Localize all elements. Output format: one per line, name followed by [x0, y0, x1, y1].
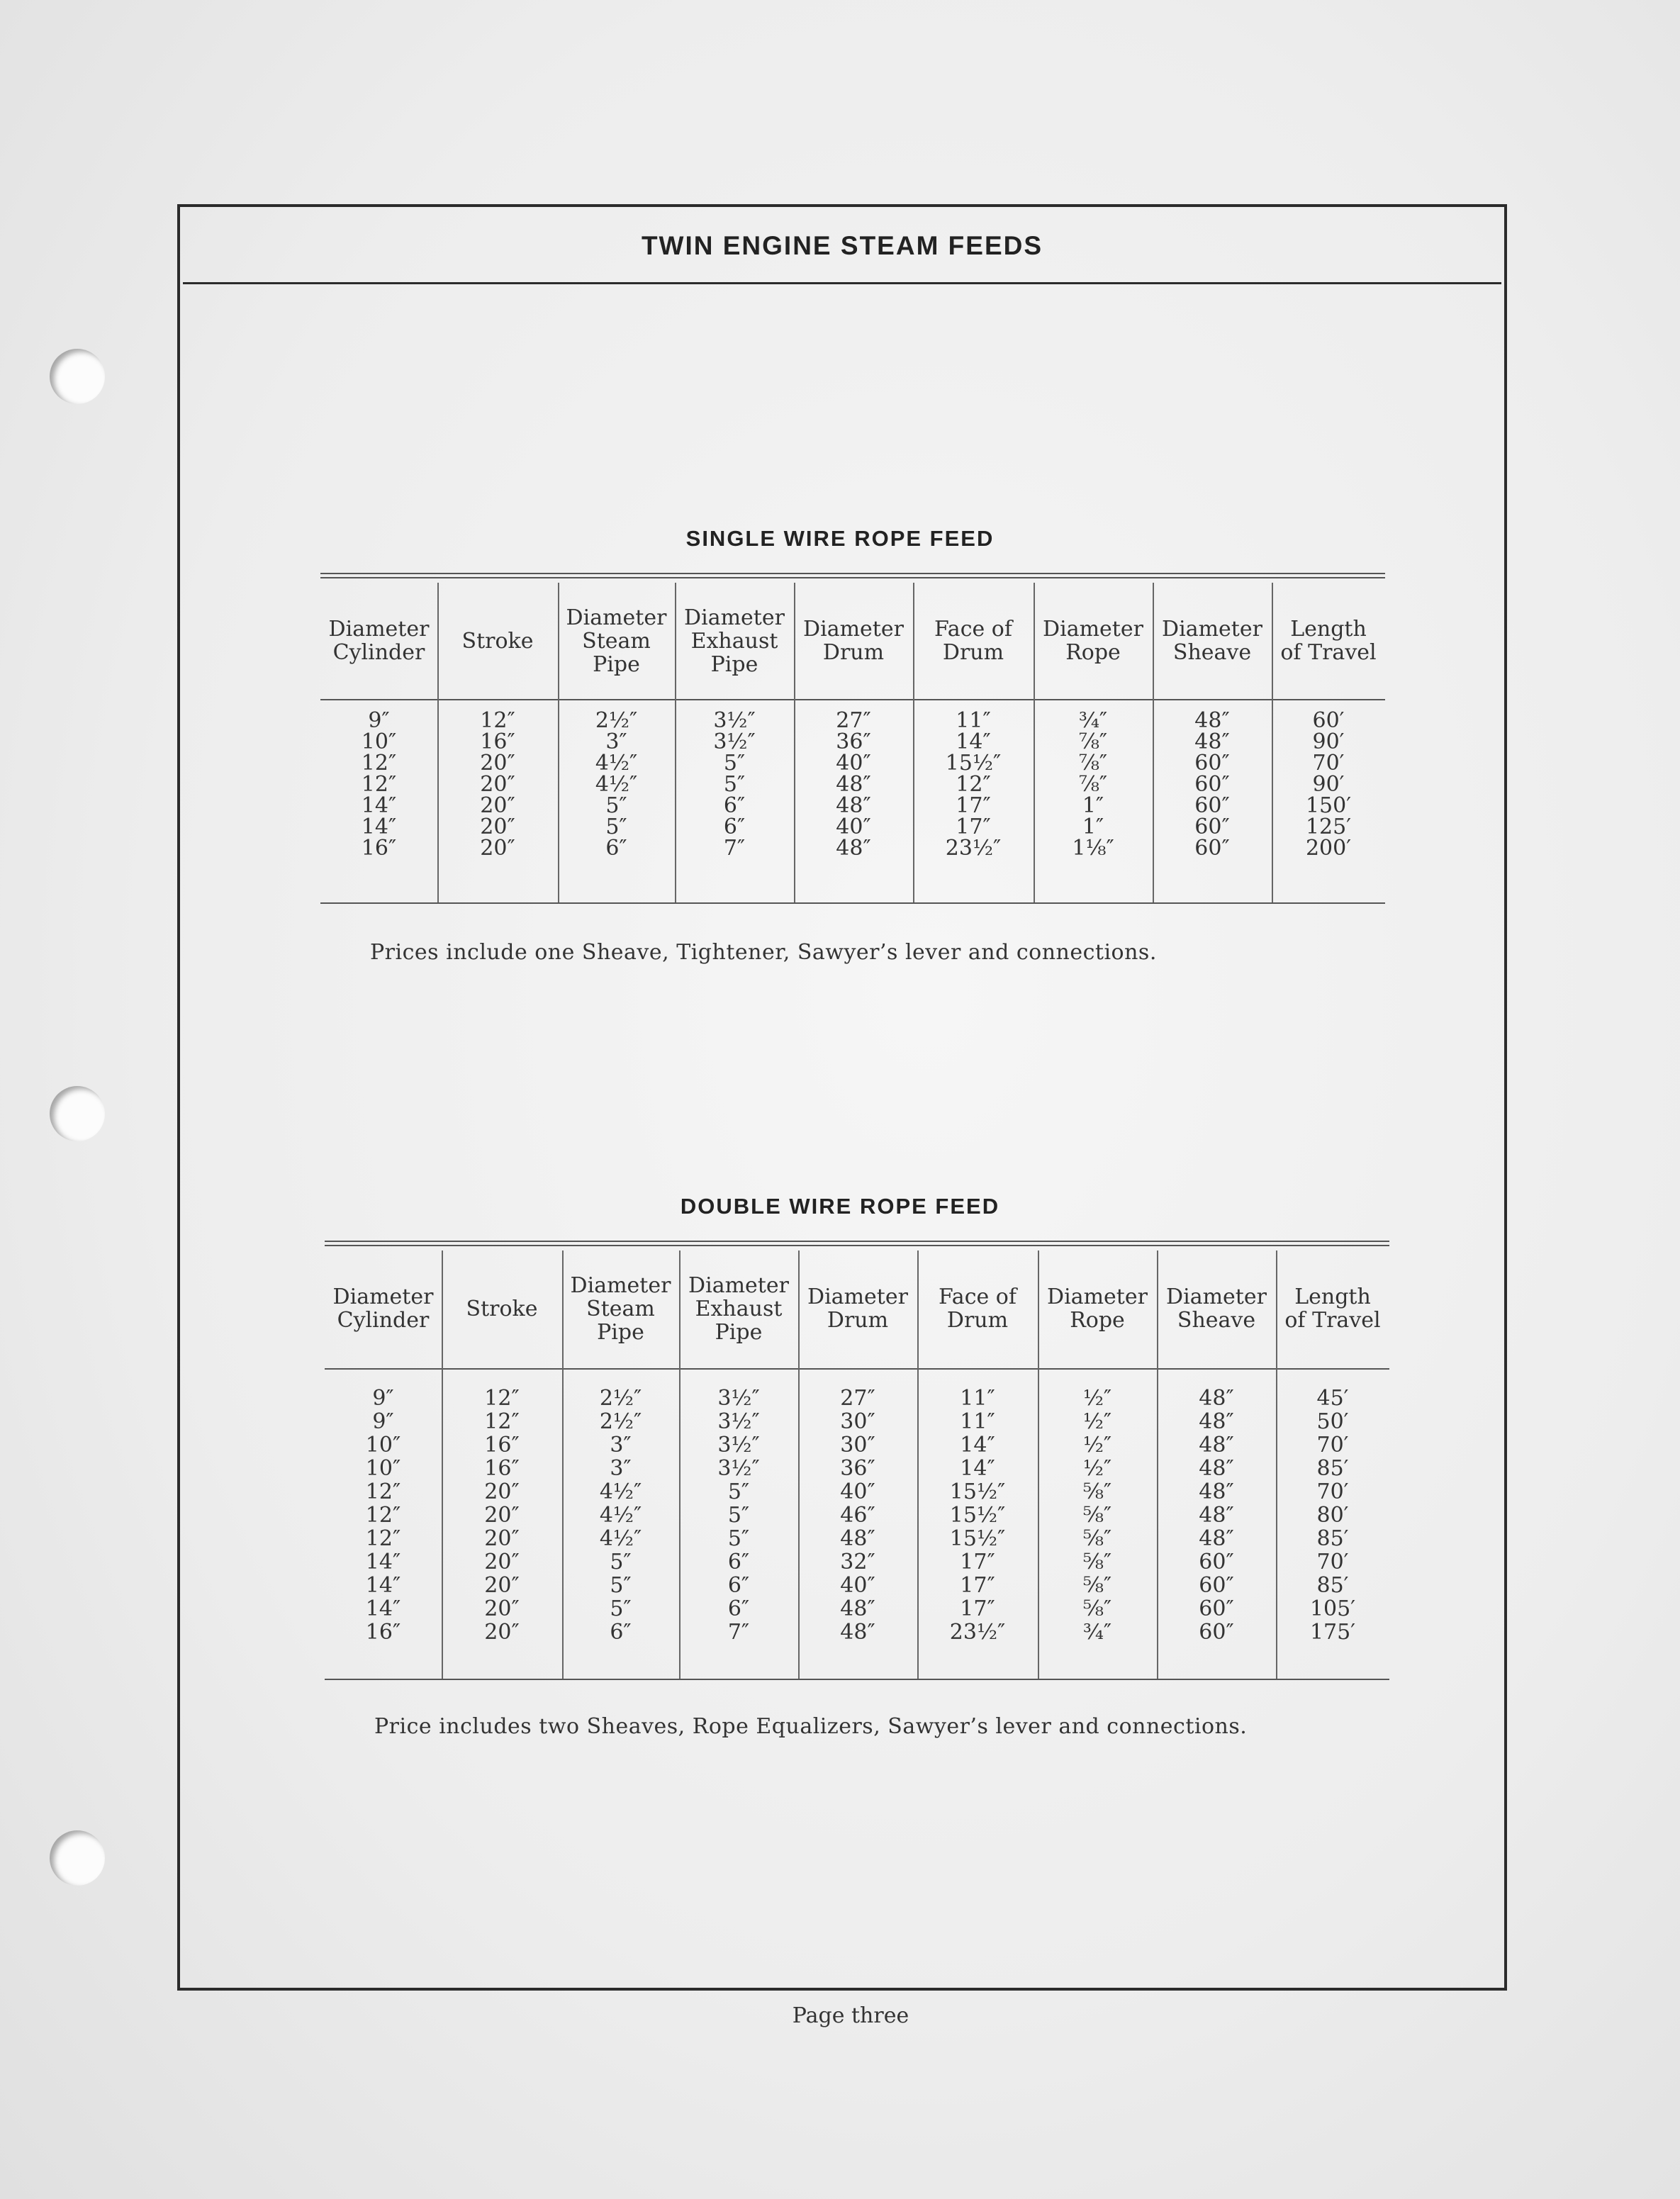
- double-cell: 36″: [840, 1456, 875, 1481]
- single-cell: 20″: [480, 836, 515, 861]
- double-header-cylinder: Diameter Cylinder: [332, 1285, 434, 1333]
- single-header-exhaust-pipe: Diameter Exhaust Pipe: [684, 605, 785, 677]
- double-cell: 40″: [840, 1479, 875, 1504]
- double-column-exhaust-pipe: [679, 1387, 798, 1644]
- double-cell: 5″: [727, 1526, 750, 1551]
- single-cell: 14″: [361, 793, 397, 818]
- double-cell: 16″: [484, 1433, 520, 1457]
- single-cell: 1″: [1082, 815, 1104, 839]
- double-cell: ⅝″: [1082, 1503, 1112, 1528]
- double-cell: 10″: [365, 1456, 401, 1481]
- page-title: TWIN ENGINE STEAM FEEDS: [641, 231, 1043, 260]
- single-column-drum: [794, 710, 913, 859]
- double-cell: 11″: [960, 1386, 995, 1411]
- single-cell: 60″: [1194, 836, 1230, 861]
- single-cell: 12″: [361, 772, 397, 797]
- single-cell: 9″: [368, 708, 390, 733]
- single-table-note: Prices include one Sheave, Tightener, Sawyer’s lever and connections.: [370, 940, 1157, 965]
- double-cell: 20″: [484, 1620, 520, 1645]
- double-cell: 20″: [484, 1573, 520, 1598]
- single-header-travel: Length of Travel: [1280, 617, 1377, 665]
- single-cell: 5″: [605, 815, 627, 839]
- double-cell: 4½″: [599, 1479, 642, 1504]
- double-cell: 30″: [840, 1433, 875, 1457]
- single-cell: ⅞″: [1078, 772, 1108, 797]
- double-cell: 9″: [372, 1386, 394, 1411]
- double-cell: 12″: [365, 1503, 401, 1528]
- double-cell: 32″: [840, 1550, 875, 1574]
- double-cell: 6″: [610, 1620, 632, 1645]
- single-cell: 3″: [605, 729, 627, 754]
- double-cell: 16″: [365, 1620, 401, 1645]
- double-cell: 23½″: [949, 1620, 1006, 1645]
- single-header-stroke: Stroke: [461, 628, 534, 654]
- double-cell: 5″: [610, 1573, 632, 1598]
- single-bottom-rule: [320, 902, 1385, 904]
- double-cell: 70′: [1316, 1433, 1349, 1457]
- double-cell: 48″: [1199, 1433, 1234, 1457]
- double-header-travel: Length of Travel: [1284, 1285, 1381, 1333]
- single-cell: 11″: [956, 708, 991, 733]
- single-cell: 125′: [1305, 815, 1352, 839]
- single-cell: 5″: [723, 772, 746, 797]
- double-cell: 48″: [1199, 1526, 1234, 1551]
- double-cell: 20″: [484, 1479, 520, 1504]
- double-cell: 27″: [840, 1386, 875, 1411]
- single-cell: 36″: [836, 729, 871, 754]
- single-cell: 5″: [605, 793, 627, 818]
- double-cell: ⅝″: [1082, 1573, 1112, 1598]
- single-cell: 48″: [836, 793, 871, 818]
- double-cell: 14″: [365, 1550, 401, 1574]
- double-cell: 30″: [840, 1409, 875, 1434]
- single-header-drum: Diameter Drum: [803, 617, 904, 665]
- double-cell: ⅝″: [1082, 1526, 1112, 1551]
- double-cell: 5″: [610, 1596, 632, 1621]
- double-header-exhaust-pipe: Diameter Exhaust Pipe: [688, 1272, 789, 1345]
- double-top-rule-1: [325, 1241, 1389, 1242]
- single-column-cylinder: [320, 710, 437, 859]
- double-cell: 48″: [1199, 1456, 1234, 1481]
- single-cell: 16″: [480, 729, 515, 754]
- single-header-rule: [320, 699, 1385, 700]
- double-cell: 20″: [484, 1550, 520, 1574]
- single-cell: 48″: [1194, 729, 1230, 754]
- single-cell: 5″: [723, 751, 746, 776]
- double-cell: 40″: [840, 1573, 875, 1598]
- single-cell: 20″: [480, 793, 515, 818]
- single-cell: 1″: [1082, 793, 1104, 818]
- double-cell: 70′: [1316, 1550, 1349, 1574]
- single-cell: 3½″: [713, 708, 756, 733]
- single-cell: 60″: [1194, 793, 1230, 818]
- double-cell: 14″: [365, 1573, 401, 1598]
- double-cell: 105′: [1309, 1596, 1356, 1621]
- binder-hole-middle: [50, 1086, 105, 1141]
- double-cell: ½″: [1082, 1433, 1112, 1457]
- double-cell: 48″: [840, 1620, 875, 1645]
- single-cell: ⅞″: [1078, 751, 1108, 776]
- page-number: Page three: [792, 2003, 909, 2028]
- single-column-travel: [1272, 710, 1385, 859]
- double-header-steam-pipe: Diameter Steam Pipe: [570, 1272, 671, 1345]
- double-header-rule: [325, 1368, 1389, 1370]
- title-divider: [183, 282, 1501, 284]
- single-cell: 48″: [836, 772, 871, 797]
- double-cell: 14″: [960, 1456, 995, 1481]
- double-header-rope: Diameter Rope: [1047, 1285, 1148, 1333]
- single-column-stroke: [437, 710, 558, 859]
- double-cell: 14″: [960, 1433, 995, 1457]
- double-cell: 85′: [1316, 1573, 1349, 1598]
- double-cell: 175′: [1309, 1620, 1356, 1645]
- double-wire-rope-table: [325, 1241, 1379, 1687]
- binder-hole-top: [50, 349, 105, 404]
- single-cell: 10″: [361, 729, 397, 754]
- double-header-drum: Diameter Drum: [807, 1285, 908, 1333]
- single-cell: 27″: [836, 708, 871, 733]
- double-cell: 9″: [372, 1409, 394, 1434]
- binder-hole-bottom: [50, 1830, 105, 1886]
- double-cell: 11″: [960, 1409, 995, 1434]
- double-cell: 48″: [1199, 1386, 1234, 1411]
- double-cell: 2½″: [599, 1409, 642, 1434]
- single-cell: 40″: [836, 751, 871, 776]
- double-cell: 5″: [727, 1503, 750, 1528]
- single-cell: 6″: [605, 836, 627, 861]
- single-cell: 12″: [480, 708, 515, 733]
- single-cell: 6″: [723, 815, 746, 839]
- double-column-sheave: [1157, 1387, 1276, 1644]
- single-cell: ¾″: [1078, 708, 1108, 733]
- double-cell: 12″: [365, 1526, 401, 1551]
- double-cell: 5″: [610, 1550, 632, 1574]
- single-cell: 20″: [480, 815, 515, 839]
- single-cell: 14″: [956, 729, 991, 754]
- double-header-face-of-drum: Face of Drum: [939, 1285, 1017, 1333]
- double-table-note: Price includes two Sheaves, Rope Equalizers, Sawyer’s lever and connections.: [374, 1714, 1248, 1739]
- single-cell: 4½″: [595, 751, 638, 776]
- double-cell: 46″: [840, 1503, 875, 1528]
- single-cell: ⅞″: [1078, 729, 1108, 754]
- double-bottom-rule: [325, 1679, 1389, 1680]
- double-header-stroke: Stroke: [466, 1296, 538, 1321]
- single-cell: 17″: [956, 815, 991, 839]
- double-cell: 15½″: [949, 1526, 1006, 1551]
- double-cell: ⅝″: [1082, 1596, 1112, 1621]
- double-cell: 12″: [484, 1409, 520, 1434]
- double-column-travel: [1276, 1387, 1389, 1644]
- double-cell: 3″: [610, 1433, 632, 1457]
- single-header-steam-pipe: Diameter Steam Pipe: [566, 605, 667, 677]
- double-cell: 17″: [960, 1573, 995, 1598]
- double-cell: 60″: [1199, 1620, 1234, 1645]
- double-cell: 3½″: [717, 1386, 760, 1411]
- single-cell: 3½″: [713, 729, 756, 754]
- double-cell: 20″: [484, 1596, 520, 1621]
- single-cell: 6″: [723, 793, 746, 818]
- double-column-drum: [798, 1387, 917, 1644]
- single-cell: 20″: [480, 751, 515, 776]
- single-cell: 1⅛″: [1072, 836, 1114, 861]
- single-top-rule-2: [320, 577, 1385, 578]
- single-cell: 16″: [361, 836, 397, 861]
- single-cell: 23½″: [945, 836, 1002, 861]
- double-cell: 20″: [484, 1526, 520, 1551]
- single-cell: 60″: [1194, 751, 1230, 776]
- single-cell: 7″: [723, 836, 746, 861]
- double-header-sheave: Diameter Sheave: [1166, 1285, 1267, 1333]
- double-cell: 16″: [484, 1456, 520, 1481]
- double-cell: 3½″: [717, 1456, 760, 1481]
- double-column-cylinder: [325, 1387, 442, 1644]
- single-cell: 12″: [956, 772, 991, 797]
- single-cell: 90′: [1312, 729, 1345, 754]
- single-column-face-of-drum: [913, 710, 1034, 859]
- double-column-stroke: [442, 1387, 562, 1644]
- double-cell: 45′: [1316, 1386, 1349, 1411]
- single-column-sheave: [1153, 710, 1272, 859]
- double-cell: 15½″: [949, 1503, 1006, 1528]
- double-cell: 6″: [727, 1550, 750, 1574]
- double-cell: 2½″: [599, 1386, 642, 1411]
- double-cell: 14″: [365, 1596, 401, 1621]
- double-top-rule-2: [325, 1245, 1389, 1246]
- double-cell: 4½″: [599, 1503, 642, 1528]
- double-cell: 48″: [840, 1526, 875, 1551]
- double-cell: 48″: [1199, 1503, 1234, 1528]
- double-cell: ½″: [1082, 1386, 1112, 1411]
- double-cell: 20″: [484, 1503, 520, 1528]
- double-cell: 6″: [727, 1596, 750, 1621]
- single-cell: 60″: [1194, 772, 1230, 797]
- double-cell: 85′: [1316, 1526, 1349, 1551]
- double-cell: 85′: [1316, 1456, 1349, 1481]
- double-cell: ½″: [1082, 1456, 1112, 1481]
- single-cell: 12″: [361, 751, 397, 776]
- single-top-rule-1: [320, 573, 1385, 574]
- single-wire-rope-table: [320, 573, 1377, 906]
- single-cell: 48″: [1194, 708, 1230, 733]
- single-cell: 14″: [361, 815, 397, 839]
- double-cell: 10″: [365, 1433, 401, 1457]
- double-cell: 17″: [960, 1596, 995, 1621]
- double-cell: 3″: [610, 1456, 632, 1481]
- single-table-title: SINGLE WIRE ROPE FEED: [685, 526, 995, 551]
- single-cell: 70′: [1312, 751, 1345, 776]
- single-column-rope: [1034, 710, 1153, 859]
- double-cell: 12″: [484, 1386, 520, 1411]
- double-cell: 12″: [365, 1479, 401, 1504]
- double-cell: ⅝″: [1082, 1479, 1112, 1504]
- double-cell: 80′: [1316, 1503, 1349, 1528]
- single-cell: 15½″: [945, 751, 1002, 776]
- double-cell: 50′: [1316, 1409, 1349, 1434]
- double-table-title: DOUBLE WIRE ROPE FEED: [680, 1194, 1000, 1219]
- single-cell: 48″: [836, 836, 871, 861]
- double-cell: ⅝″: [1082, 1550, 1112, 1574]
- double-cell: 48″: [1199, 1479, 1234, 1504]
- double-cell: 4½″: [599, 1526, 642, 1551]
- double-cell: 48″: [840, 1596, 875, 1621]
- single-cell: 60′: [1312, 708, 1345, 733]
- double-cell: 3½″: [717, 1433, 760, 1457]
- single-column-exhaust-pipe: [675, 710, 794, 859]
- double-cell: 70′: [1316, 1479, 1349, 1504]
- single-cell: 90′: [1312, 772, 1345, 797]
- single-cell: 20″: [480, 772, 515, 797]
- double-column-rope: [1038, 1387, 1157, 1644]
- double-cell: 7″: [727, 1620, 750, 1645]
- double-cell: 48″: [1199, 1409, 1234, 1434]
- double-cell: 3½″: [717, 1409, 760, 1434]
- single-header-rope: Diameter Rope: [1043, 617, 1143, 665]
- double-cell: 17″: [960, 1550, 995, 1574]
- single-column-steam-pipe: [558, 710, 675, 859]
- single-cell: 2½″: [595, 708, 638, 733]
- double-cell: 15½″: [949, 1479, 1006, 1504]
- single-cell: 150′: [1305, 793, 1352, 818]
- double-column-face-of-drum: [917, 1387, 1038, 1644]
- single-header-face-of-drum: Face of Drum: [934, 617, 1012, 665]
- double-cell: 60″: [1199, 1573, 1234, 1598]
- single-header-cylinder: Diameter Cylinder: [328, 617, 430, 665]
- double-cell: 60″: [1199, 1550, 1234, 1574]
- double-cell: 6″: [727, 1573, 750, 1598]
- double-cell: ½″: [1082, 1409, 1112, 1434]
- double-cell: 5″: [727, 1479, 750, 1504]
- single-header-sheave: Diameter Sheave: [1162, 617, 1262, 665]
- single-cell: 4½″: [595, 772, 638, 797]
- single-cell: 60″: [1194, 815, 1230, 839]
- single-cell: 40″: [836, 815, 871, 839]
- double-cell: 60″: [1199, 1596, 1234, 1621]
- single-cell: 200′: [1305, 836, 1352, 861]
- single-cell: 17″: [956, 793, 991, 818]
- double-cell: ¾″: [1082, 1620, 1112, 1645]
- double-column-steam-pipe: [562, 1387, 679, 1644]
